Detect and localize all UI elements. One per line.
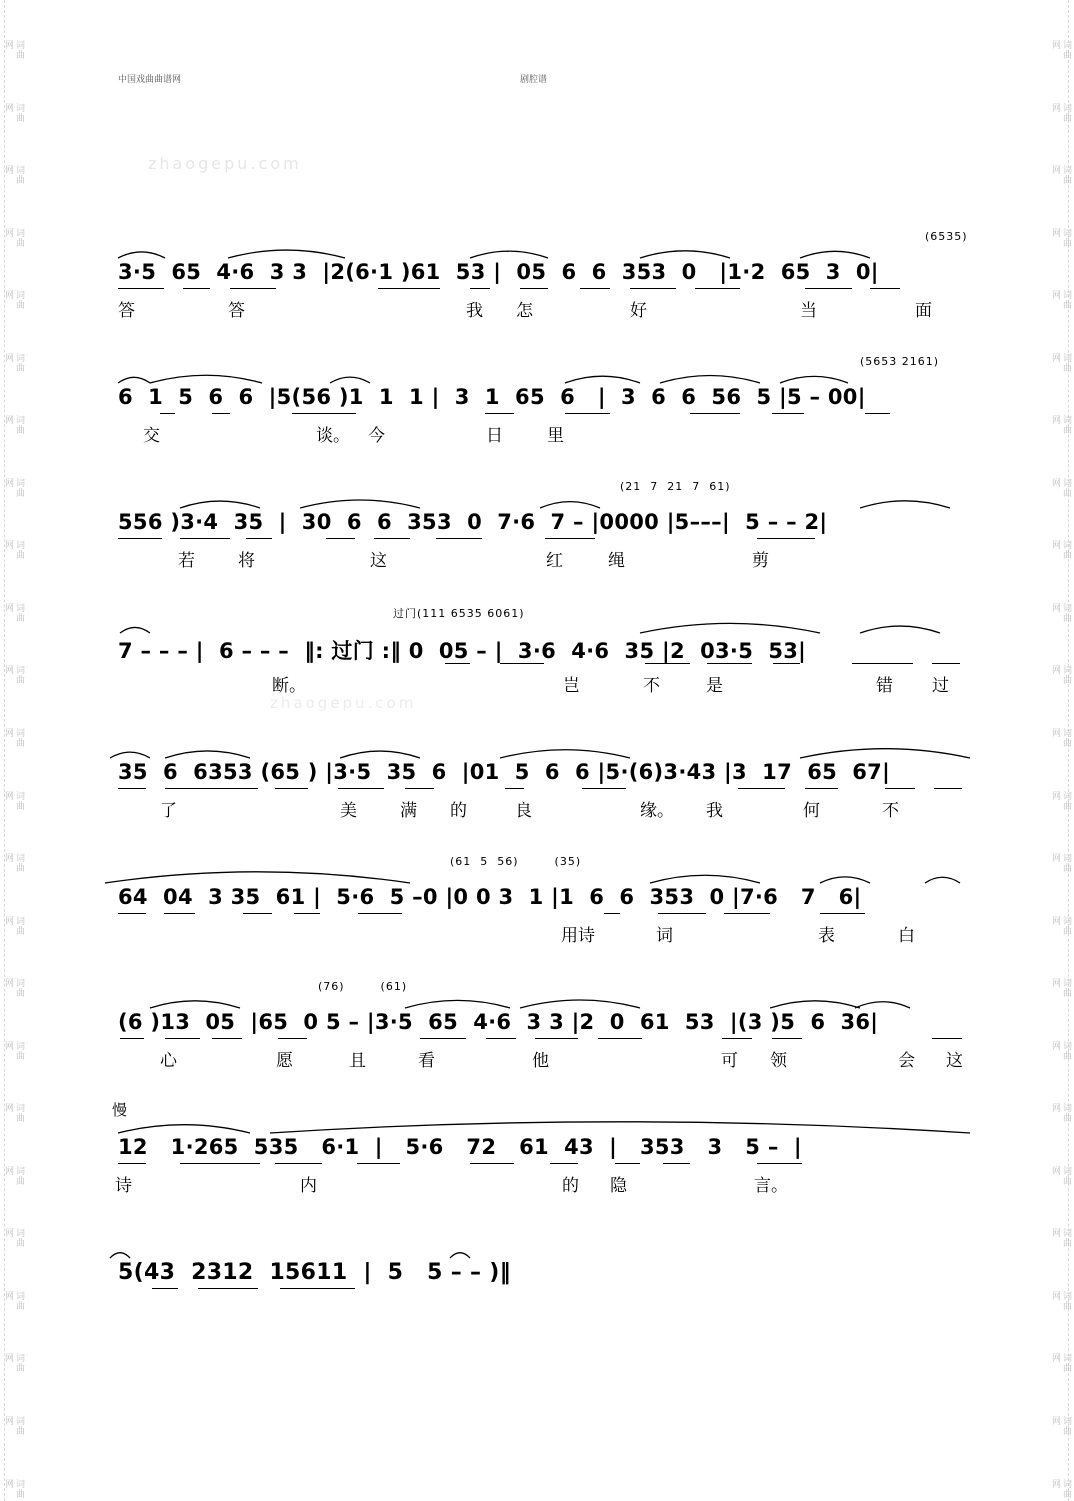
beam-underline bbox=[485, 413, 514, 414]
side-watermark-text: 词曲网 bbox=[3, 227, 24, 248]
notation-line: (6 )13 05 |65 0 5 – |3·5 65 4·6 3 3 |2 0 61 53 |(3 )5 6 36| bbox=[118, 1010, 879, 1034]
side-watermark-text: 词曲网 bbox=[1050, 1478, 1071, 1499]
lyric-syllable: 且 bbox=[349, 1051, 366, 1071]
slur-arc bbox=[500, 750, 630, 758]
lyric-syllable: 当 bbox=[800, 301, 817, 321]
side-watermark-text: 词曲网 bbox=[3, 352, 24, 373]
beam-underline bbox=[870, 288, 900, 289]
beam-underline bbox=[722, 1038, 752, 1039]
side-watermark-text: 词曲网 bbox=[3, 602, 24, 623]
beam-underline bbox=[772, 1038, 802, 1039]
beam-underline bbox=[338, 788, 384, 789]
slur-arc bbox=[150, 375, 262, 383]
beam-underline bbox=[645, 663, 690, 664]
slur-arc bbox=[660, 376, 760, 383]
lyric-syllable: 愿 bbox=[276, 1051, 293, 1071]
beam-underline bbox=[932, 1038, 962, 1039]
notation-line: 7 – – – | 6 – – – ‖: 过门 :‖ 0 05 – | 3·6 4·6 35 |2 03·5 53| bbox=[118, 639, 807, 663]
side-watermark-text: 词曲网 bbox=[1050, 40, 1071, 60]
side-watermark-text: 词曲网 bbox=[3, 728, 24, 749]
beam-underline bbox=[280, 1288, 355, 1289]
lyric-syllable: 隐 bbox=[610, 1176, 627, 1196]
beam-underline bbox=[326, 538, 355, 539]
watermark-url: zhaogepu.com bbox=[270, 694, 417, 712]
beam-underline bbox=[738, 788, 785, 789]
beam-underline bbox=[535, 1038, 578, 1039]
lyric-syllable: 会 bbox=[898, 1051, 915, 1071]
slur-arc bbox=[640, 251, 730, 258]
beam-underline bbox=[550, 1163, 578, 1164]
beam-underline bbox=[294, 913, 320, 914]
slur-arc bbox=[118, 252, 165, 258]
lyric-syllable: 若 bbox=[178, 551, 195, 571]
beam-underline bbox=[118, 913, 146, 914]
side-watermark-text: 词曲网 bbox=[3, 102, 24, 123]
lyric-syllable: 的 bbox=[450, 801, 467, 821]
lyric-syllable: 面 bbox=[915, 301, 932, 321]
side-watermark-text: 词曲网 bbox=[1050, 540, 1071, 561]
slur-arc bbox=[565, 376, 640, 383]
beam-underline bbox=[118, 288, 164, 289]
side-watermark-text: 词曲网 bbox=[1050, 415, 1071, 436]
beam-underline bbox=[183, 288, 210, 289]
beam-underline bbox=[445, 663, 470, 664]
beam-underline bbox=[545, 538, 595, 539]
lyric-syllable: 的 bbox=[562, 1176, 579, 1196]
slur-arc bbox=[860, 501, 950, 508]
lyric-syllable: 美 bbox=[340, 801, 357, 821]
score-system bbox=[0, 758, 1074, 858]
slur-arc bbox=[925, 877, 960, 883]
beam-underline bbox=[160, 413, 175, 414]
beam-underline bbox=[246, 538, 272, 539]
lyric-syllable: 不 bbox=[643, 676, 660, 696]
beam-underline bbox=[165, 1038, 200, 1039]
beam-underline bbox=[565, 413, 610, 414]
lyric-syllable: 我 bbox=[466, 301, 483, 321]
beam-underline bbox=[275, 788, 308, 789]
side-watermark-text: 词曲网 bbox=[1050, 853, 1071, 874]
grace-notes-annotation: (5653 2161) bbox=[860, 355, 940, 368]
side-watermark-text: 词曲网 bbox=[1050, 665, 1071, 686]
site-name: 中国戏曲曲谱网 bbox=[118, 75, 182, 85]
lyric-syllable: 断。 bbox=[272, 676, 306, 696]
side-watermark-text: 词曲网 bbox=[1050, 602, 1071, 623]
slur-arc bbox=[120, 627, 150, 633]
beam-underline bbox=[757, 538, 815, 539]
side-watermark-text: 词曲网 bbox=[1050, 1228, 1071, 1249]
beam-underline bbox=[436, 538, 482, 539]
slur-arc bbox=[110, 752, 150, 758]
lyric-syllable: 领 bbox=[770, 1051, 787, 1071]
slur-arc bbox=[270, 1122, 970, 1133]
lyric-syllable: 红 bbox=[546, 551, 563, 571]
slur-arc bbox=[180, 501, 260, 508]
slur-arc bbox=[340, 751, 420, 758]
slur-arc bbox=[640, 623, 820, 633]
beam-underline bbox=[520, 288, 548, 289]
side-watermark-text: 词曲网 bbox=[1050, 477, 1071, 498]
side-watermark-text: 词曲网 bbox=[3, 477, 24, 498]
lyric-syllable: 可 bbox=[721, 1051, 738, 1071]
beam-underline bbox=[378, 288, 440, 289]
lyric-syllable: 是 bbox=[706, 676, 723, 696]
beam-underline bbox=[278, 1038, 307, 1039]
notation-line: 12 1·265 535 6·1 | 5·6 72 61 43 | 353 3 5 – | bbox=[118, 1135, 802, 1159]
beam-underline bbox=[615, 1163, 640, 1164]
beam-underline bbox=[934, 788, 962, 789]
beam-underline bbox=[180, 1163, 260, 1164]
lyric-syllable: 怎 bbox=[516, 301, 533, 321]
lyric-syllable: 谈。 bbox=[316, 426, 350, 446]
beam-underline bbox=[374, 538, 410, 539]
beam-underline bbox=[695, 288, 740, 289]
lyric-syllable: 好 bbox=[630, 301, 647, 321]
lyric-syllable: 过 bbox=[932, 676, 949, 696]
lyric-syllable: 白 bbox=[898, 926, 915, 946]
side-watermark-text: 词曲网 bbox=[1050, 290, 1071, 311]
lyric-syllable: 答 bbox=[228, 301, 245, 321]
lyric-syllable: 心 bbox=[160, 1051, 177, 1071]
side-watermark-text: 词曲网 bbox=[3, 40, 24, 60]
notation-line: 64 04 3 35 61 | 5·6 5 –0 |0 0 3 1 |1 6 6 353 0 |7·6 7 6| bbox=[118, 885, 862, 909]
beam-underline bbox=[198, 1288, 258, 1289]
beam-underline bbox=[358, 913, 402, 914]
beam-underline bbox=[243, 913, 272, 914]
slur-arc bbox=[118, 377, 150, 383]
slur-arc bbox=[860, 626, 940, 633]
slur-arc bbox=[770, 1001, 860, 1008]
lyric-syllable: 将 bbox=[238, 551, 255, 571]
lyric-syllable: 缘。 bbox=[640, 801, 674, 821]
side-watermark-text: 词曲网 bbox=[1050, 915, 1071, 936]
grace-notes-annotation: (76) (61) bbox=[318, 980, 408, 993]
grace-notes-annotation: (21 7 21 7 61) bbox=[620, 480, 731, 493]
beam-underline bbox=[820, 913, 865, 914]
lyric-syllable: 错 bbox=[876, 676, 893, 696]
lyric-syllable: 交 bbox=[143, 426, 160, 446]
lyric-syllable: 这 bbox=[370, 551, 387, 571]
side-watermark-text: 词曲网 bbox=[1050, 1416, 1071, 1437]
header-center-label: 剧腔谱 bbox=[520, 75, 548, 85]
grace-notes-annotation: (61 5 56) (35) bbox=[450, 855, 582, 868]
beam-underline bbox=[405, 788, 434, 789]
side-watermark-text: 词曲网 bbox=[3, 165, 24, 186]
side-watermark-text: 词曲网 bbox=[1050, 1353, 1071, 1374]
lyric-syllable: 内 bbox=[300, 1176, 317, 1196]
slur-arc bbox=[780, 376, 848, 383]
side-watermark-text: 词曲网 bbox=[3, 1040, 24, 1061]
lyric-syllable: 岂 bbox=[563, 676, 580, 696]
beam-underline bbox=[470, 1163, 514, 1164]
beam-underline bbox=[180, 538, 230, 539]
beam-underline bbox=[663, 1163, 690, 1164]
notation-line: 3·5 65 4·6 3 3 |2(6·1 )61 53 | 05 6 6 353 0 |1·2 65 3 0| bbox=[118, 260, 879, 284]
slur-arc bbox=[150, 1001, 240, 1008]
beam-underline bbox=[292, 413, 356, 414]
beam-underline bbox=[630, 288, 676, 289]
beam-underline bbox=[230, 288, 276, 289]
beam-underline bbox=[486, 1038, 516, 1039]
lyric-syllable: 用诗 bbox=[561, 926, 595, 946]
side-watermark-text: 词曲网 bbox=[1050, 978, 1071, 999]
lyric-syllable: 了 bbox=[160, 801, 177, 821]
slur-arc bbox=[800, 251, 870, 258]
grace-notes-annotation: (6535) bbox=[925, 230, 968, 243]
beam-underline bbox=[470, 288, 490, 289]
beam-underline bbox=[500, 663, 544, 664]
beam-underline bbox=[852, 663, 913, 664]
lyric-syllable: 看 bbox=[418, 1051, 435, 1071]
beam-underline bbox=[598, 1038, 642, 1039]
beam-underline bbox=[582, 788, 626, 789]
slur-arc bbox=[540, 502, 600, 508]
side-watermark-text: 词曲网 bbox=[1050, 102, 1071, 123]
slur-arc bbox=[405, 1000, 510, 1008]
lyric-syllable: 日 bbox=[486, 426, 503, 446]
beam-underline bbox=[805, 788, 838, 789]
slur-arc bbox=[520, 1000, 640, 1008]
tempo-mark: 慢 bbox=[112, 1101, 128, 1119]
notation-line: 6 1 5 6 6 |5(56 )1 1 1 | 3 1 65 6 | 3 6 6 56 5 |5 – 00| bbox=[118, 385, 866, 409]
slur-arc bbox=[330, 377, 370, 383]
beam-underline bbox=[772, 413, 804, 414]
lyric-syllable: 他 bbox=[532, 1051, 549, 1071]
watermark-url: zhaogepu.com bbox=[148, 154, 302, 173]
lyric-syllable: 我 bbox=[706, 801, 723, 821]
slur-arc bbox=[800, 749, 970, 758]
grace-notes-annotation: 过门(111 6535 6061) bbox=[393, 607, 525, 620]
beam-underline bbox=[118, 788, 146, 789]
side-watermark-text: 词曲网 bbox=[1050, 1165, 1071, 1186]
side-watermark-text: 词曲网 bbox=[1050, 227, 1071, 248]
slur-arc bbox=[110, 1253, 130, 1258]
beam-underline bbox=[580, 288, 610, 289]
beam-underline bbox=[690, 413, 740, 414]
beam-underline bbox=[118, 538, 162, 539]
beam-underline bbox=[212, 413, 230, 414]
side-watermark-text: 词曲网 bbox=[3, 1165, 24, 1186]
side-watermark-text: 词曲网 bbox=[3, 665, 24, 686]
slur-arc bbox=[118, 1125, 250, 1133]
side-watermark-text: 词曲网 bbox=[3, 1353, 24, 1374]
slur-arc bbox=[450, 1253, 470, 1258]
lyric-syllable: 答 bbox=[118, 301, 135, 321]
beam-underline bbox=[932, 663, 960, 664]
beam-underline bbox=[152, 1288, 178, 1289]
slur-arc bbox=[165, 751, 250, 758]
side-watermark-text: 词曲网 bbox=[3, 290, 24, 311]
slur-arc bbox=[105, 872, 410, 883]
beam-underline bbox=[357, 1163, 400, 1164]
beam-underline bbox=[165, 788, 258, 789]
lyric-syllable: 今 bbox=[368, 426, 385, 446]
beam-underline bbox=[757, 1163, 802, 1164]
beam-underline bbox=[724, 913, 770, 914]
side-watermark-text: 词曲网 bbox=[3, 1228, 24, 1249]
beam-underline bbox=[885, 788, 915, 789]
side-watermark-text: 词曲网 bbox=[3, 790, 24, 811]
side-watermark-text: 词曲网 bbox=[1050, 728, 1071, 749]
notation-line: 35 6 6353 (65 ) |3·5 35 6 |01 5 6 6 |5·(6)3·43 |3 17 65 67| bbox=[118, 760, 891, 784]
lyric-syllable: 这 bbox=[946, 1051, 963, 1071]
beam-underline bbox=[805, 288, 852, 289]
beam-underline bbox=[604, 913, 620, 914]
slur-arc bbox=[855, 1002, 910, 1008]
side-watermark-text: 词曲网 bbox=[3, 1290, 24, 1311]
beam-underline bbox=[505, 788, 524, 789]
slur-arc bbox=[470, 251, 548, 258]
slur-arc bbox=[820, 877, 870, 883]
side-watermark-text: 词曲网 bbox=[3, 1103, 24, 1124]
lyric-syllable: 里 bbox=[547, 426, 564, 446]
lyric-syllable: 诗 bbox=[115, 1176, 132, 1196]
slur-arc bbox=[300, 500, 420, 508]
side-watermark-text: 词曲网 bbox=[3, 978, 24, 999]
slur-arc bbox=[228, 250, 345, 258]
side-watermark-text: 词曲网 bbox=[3, 853, 24, 874]
side-watermark-text: 词曲网 bbox=[1050, 1103, 1071, 1124]
lyric-syllable: 不 bbox=[882, 801, 899, 821]
side-watermark-text: 词曲网 bbox=[3, 915, 24, 936]
beam-underline bbox=[164, 913, 195, 914]
beam-underline bbox=[275, 1163, 322, 1164]
lyric-syllable: 词 bbox=[656, 926, 673, 946]
side-watermark-text: 词曲网 bbox=[1050, 790, 1071, 811]
beam-underline bbox=[773, 663, 800, 664]
lyric-syllable: 满 bbox=[400, 801, 417, 821]
beam-underline bbox=[212, 1038, 242, 1039]
side-watermark-text: 词曲网 bbox=[1050, 352, 1071, 373]
side-watermark-text: 词曲网 bbox=[3, 415, 24, 436]
lyric-syllable: 言。 bbox=[754, 1176, 788, 1196]
side-watermark-text: 词曲网 bbox=[1050, 165, 1071, 186]
lyric-syllable: 绳 bbox=[608, 551, 625, 571]
beam-underline bbox=[420, 1038, 466, 1039]
score-system bbox=[0, 1258, 1074, 1358]
lyric-syllable: 良 bbox=[515, 801, 532, 821]
notation-line: 5(43 2312 15611 | 5 5 – – )‖ bbox=[118, 1260, 511, 1285]
beam-underline bbox=[707, 663, 752, 664]
side-watermark-text: 词曲网 bbox=[3, 1478, 24, 1499]
side-watermark-text: 词曲网 bbox=[1050, 1290, 1071, 1311]
notation-line: 556 )3·4 35 | 30 6 6 353 0 7·6 7 – |0000 |5–––| 5 – – 2| bbox=[118, 510, 828, 534]
beam-underline bbox=[658, 913, 706, 914]
slur-arc bbox=[650, 875, 760, 883]
side-watermark-text: 词曲网 bbox=[3, 540, 24, 561]
beam-underline bbox=[865, 413, 890, 414]
beam-underline bbox=[120, 1038, 144, 1039]
beam-underline bbox=[118, 1163, 146, 1164]
lyric-syllable: 表 bbox=[818, 926, 835, 946]
side-watermark-text: 词曲网 bbox=[3, 1416, 24, 1437]
lyric-syllable: 剪 bbox=[752, 551, 769, 571]
lyric-syllable: 何 bbox=[803, 801, 820, 821]
side-watermark-text: 词曲网 bbox=[1050, 1040, 1071, 1061]
